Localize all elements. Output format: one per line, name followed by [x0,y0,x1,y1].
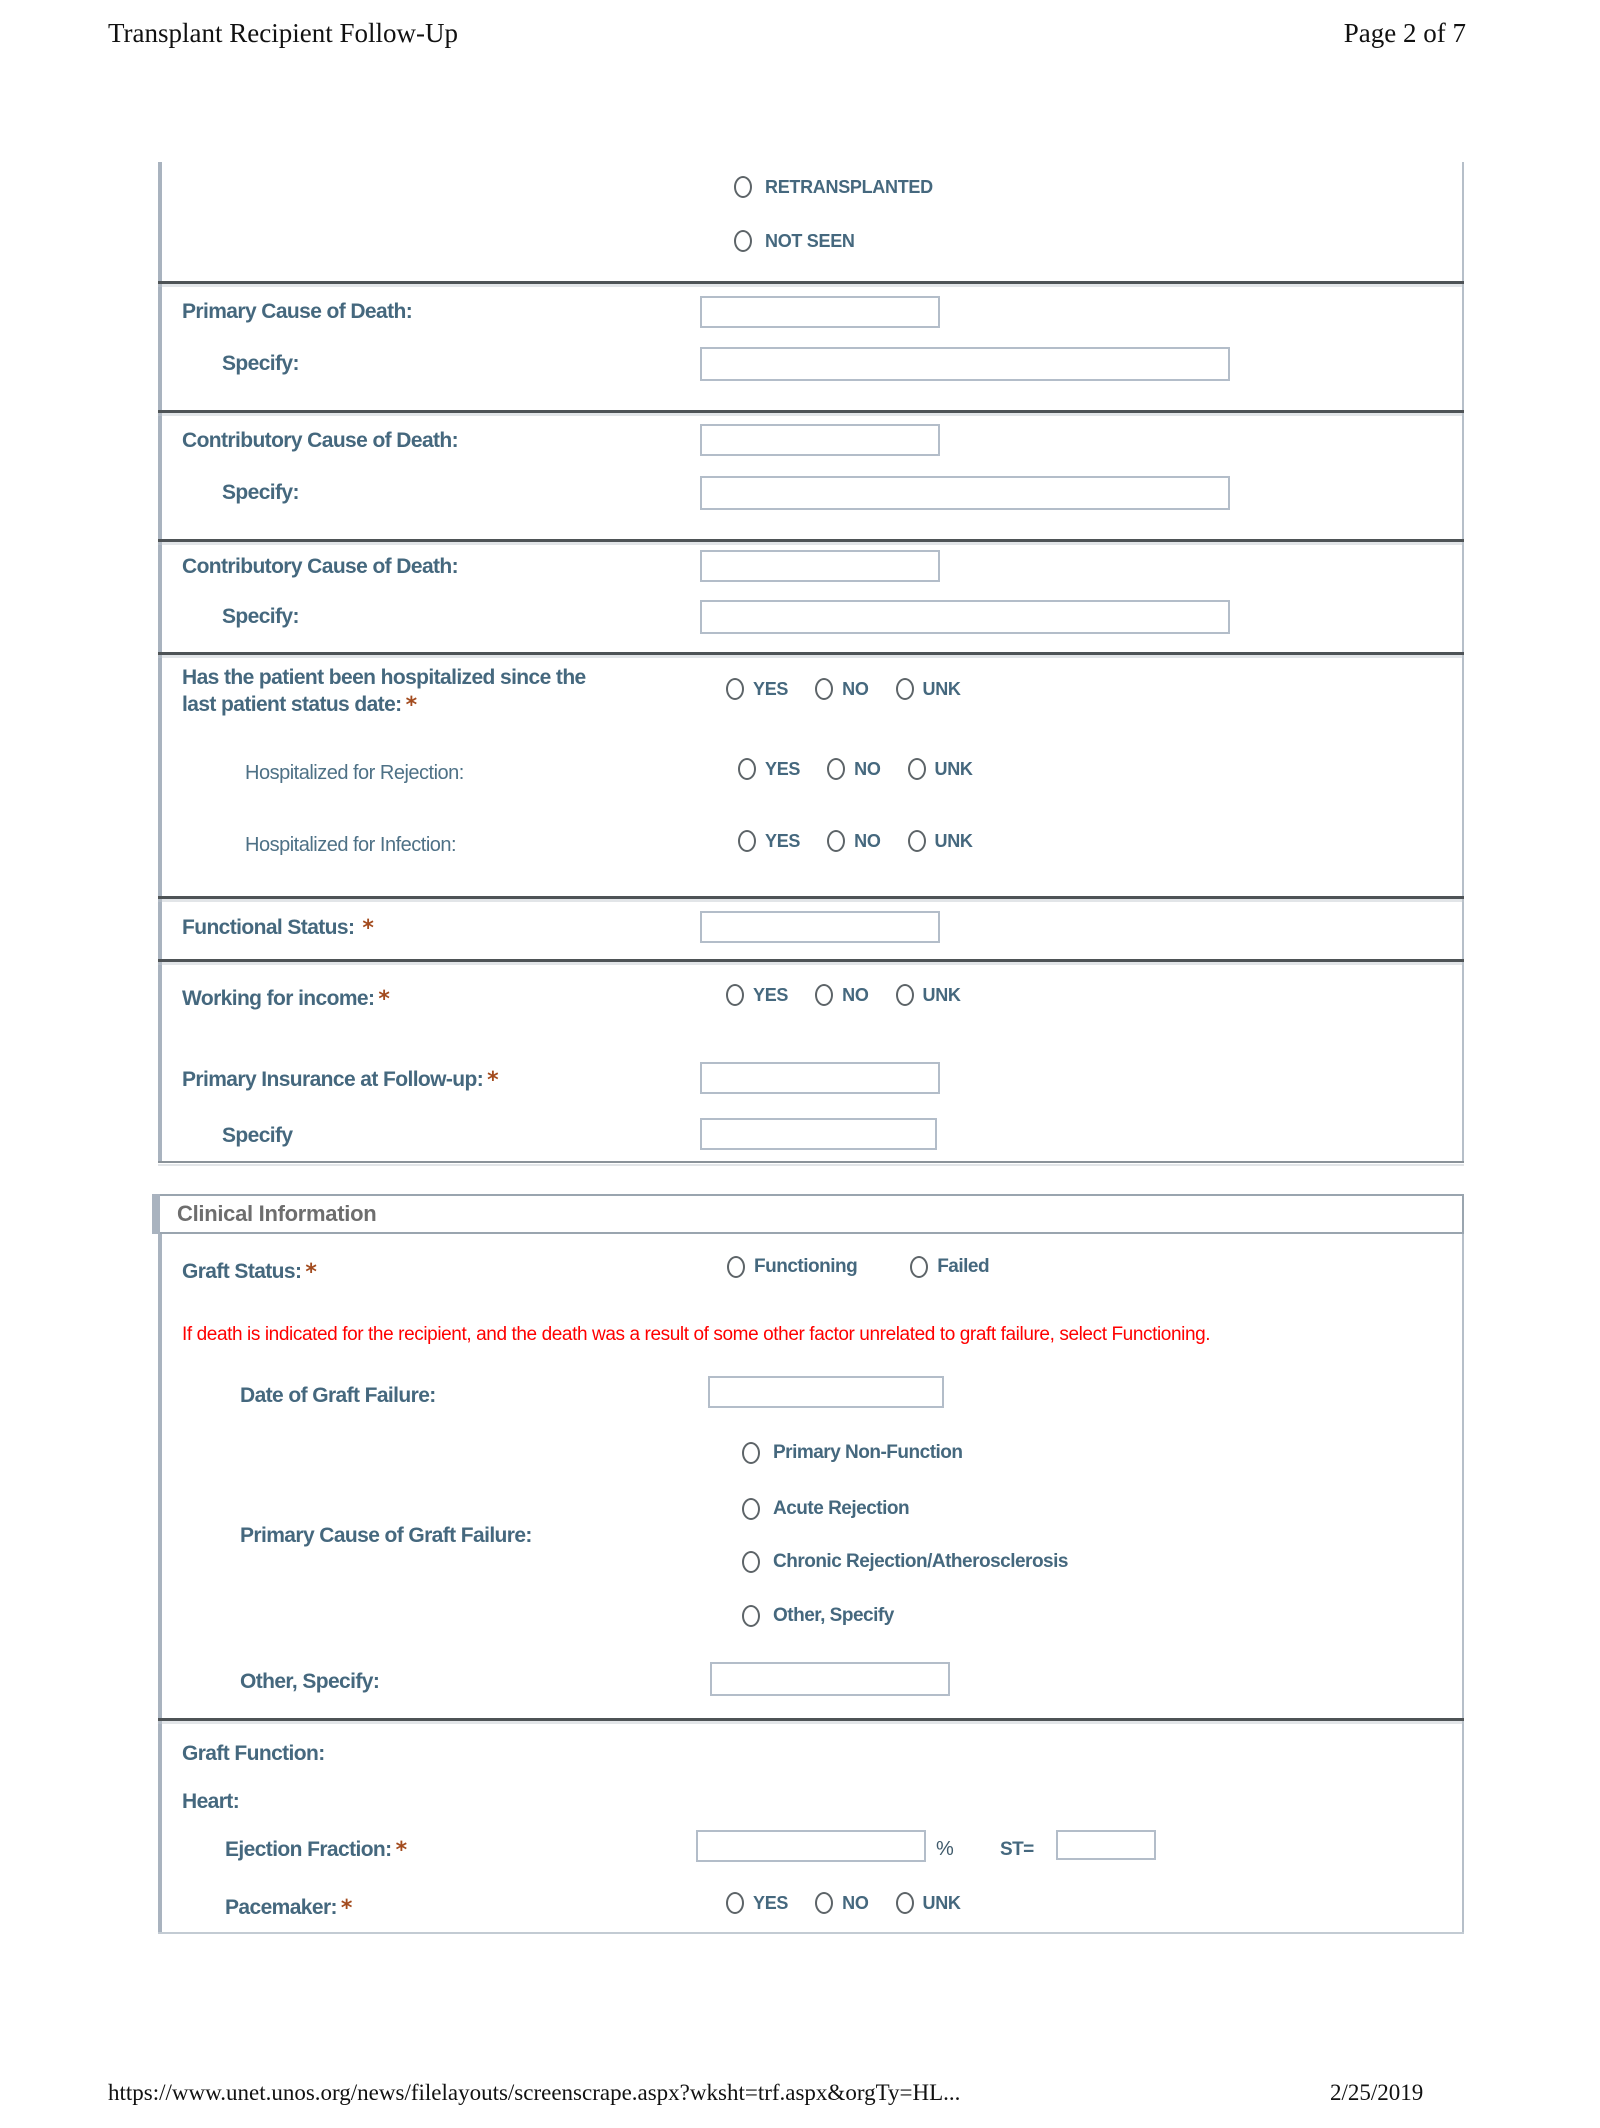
clinical-table-bottom-border [158,1932,1464,1934]
radio-button-rejection-yes[interactable] [738,758,756,780]
date-of-graft-failure-input[interactable] [708,1376,944,1408]
clinical-information-section-header [152,1194,1464,1234]
radio-button-acute-rejection[interactable] [742,1498,760,1520]
hospitalized-infection-label: Hospitalized for Infection: [245,834,457,856]
working-income-ynu-group [726,984,961,1006]
radio-button-failed[interactable] [910,1256,928,1278]
contributory-cause-1-input[interactable] [700,424,940,456]
contributory-cause-2-input[interactable] [700,550,940,582]
radio-button-working-yes[interactable] [726,984,744,1006]
contributory-cause-2-label: Contributory Cause of Death: [182,555,459,578]
radio-button-hospitalized-no[interactable] [815,678,833,700]
ejection-fraction-text: Ejection Fraction: [225,1838,392,1861]
radio-label-retransplanted: RETRANSPLANTED [765,176,933,197]
radio-button-hospitalized-yes[interactable] [726,678,744,700]
pacemaker-label [225,1894,352,1922]
radio-label-no: NO [842,1892,869,1913]
radio-label-no: NO [842,678,869,699]
graft-failure-option-chronic-rejection [742,1551,1068,1573]
patient-status-option-not-seen [734,230,855,252]
radio-label-primary-non-function: Primary Non-Function [773,1442,963,1463]
page-title: Transplant Recipient Follow-Up [108,18,458,48]
hospitalized-question-label [182,664,586,719]
clinical-table-left-border [158,1234,162,1934]
radio-label-yes: YES [765,830,801,851]
primary-cause-graft-failure-label: Primary Cause of Graft Failure: [240,1524,532,1547]
graft-status-options-group [727,1256,989,1278]
contributory-cause-1-specify-input[interactable] [700,476,1230,510]
primary-cause-of-death-label: Primary Cause of Death: [182,300,413,323]
graft-failure-option-primary-non-function [742,1442,963,1464]
radio-label-unk: UNK [934,830,973,851]
percent-sign-label: % [936,1838,954,1860]
contributory-cause-1-label: Contributory Cause of Death: [182,429,459,452]
ejection-fraction-label [225,1836,406,1864]
radio-label-yes: YES [753,678,789,699]
radio-label-acute-rejection: Acute Rejection [773,1498,910,1519]
pacemaker-text: Pacemaker: [225,1896,337,1919]
section-divider [158,539,1464,542]
heart-label: Heart: [182,1790,240,1813]
insurance-specify-input[interactable] [700,1118,937,1150]
required-marker: * [487,1068,499,1093]
date-of-graft-failure-label: Date of Graft Failure: [240,1384,436,1407]
required-marker: * [405,693,417,718]
graft-status-note: If death is indicated for the recipient, and the death was a result of some other factor unrelated to graft failure, select Functioning. [182,1324,1211,1345]
required-marker: * [362,916,374,941]
patient-status-option-retransplanted [734,176,933,198]
primary-insurance-text: Primary Insurance at Follow-up: [182,1068,484,1091]
functional-status-input[interactable] [700,911,940,943]
footer-url: https://www.unet.unos.org/news/filelayouts/screenscrape.aspx?wksht=trf.aspx&orgTy=HL... [108,2080,961,2105]
radio-label-no: NO [854,830,881,851]
primary-insurance-label [182,1066,498,1094]
section-divider [158,1718,1464,1721]
hospitalized-infection-ynu-group [738,830,973,852]
section-divider [158,652,1464,655]
radio-label-not-seen: NOT SEEN [765,230,855,251]
table-bottom-border [158,1161,1464,1163]
radio-button-pacemaker-yes[interactable] [726,1892,744,1914]
radio-label-unk: UNK [922,1892,961,1913]
st-equals-label: ST= [1000,1839,1034,1860]
required-marker: * [378,987,390,1012]
section-divider [158,896,1464,899]
working-for-income-label [182,985,389,1013]
clinical-table-right-border [1462,1234,1464,1934]
radio-button-working-no[interactable] [815,984,833,1006]
radio-button-working-unk[interactable] [896,984,914,1006]
radio-button-pacemaker-no[interactable] [815,1892,833,1914]
radio-button-rejection-no[interactable] [827,758,845,780]
radio-label-no: NO [842,984,869,1005]
radio-label-failed: Failed [937,1256,990,1277]
graft-failure-option-other-specify [742,1605,894,1627]
radio-label-unk: UNK [922,984,961,1005]
graft-failure-option-acute-rejection [742,1498,909,1520]
graft-status-label [182,1258,316,1286]
radio-button-not-seen[interactable] [734,230,752,252]
other-specify-label: Other, Specify: [240,1670,380,1693]
radio-label-functioning: Functioning [754,1256,858,1277]
radio-label-unk: UNK [934,758,973,779]
section-divider [158,959,1464,962]
ejection-fraction-input[interactable] [696,1830,926,1862]
section-divider [158,410,1464,413]
radio-button-infection-unk[interactable] [908,830,926,852]
contributory-cause-2-specify-input[interactable] [700,600,1230,634]
section-accent-bar [152,1194,160,1234]
radio-button-retransplanted[interactable] [734,176,752,198]
working-for-income-text: Working for income: [182,987,375,1010]
form-table-right-border [1462,162,1464,1162]
footer-date: 2/25/2019 [1330,2080,1424,2105]
radio-button-rejection-unk[interactable] [908,758,926,780]
form-table-left-border [158,162,162,1162]
functional-status-label [182,914,373,942]
contributory-cause-2-specify-label: Specify: [222,605,299,628]
radio-button-pacemaker-unk[interactable] [896,1892,914,1914]
required-marker: * [305,1260,317,1285]
pacemaker-ynu-group [726,1892,961,1914]
radio-label-yes: YES [753,1892,789,1913]
primary-cause-specify-label: Specify: [222,352,299,375]
radio-label-no: NO [854,758,881,779]
hospitalized-rejection-ynu-group [738,758,973,780]
radio-label-other-specify: Other, Specify [773,1605,894,1626]
graft-function-label: Graft Function: [182,1742,325,1765]
hospitalized-rejection-label: Hospitalized for Rejection: [245,762,464,784]
st-input[interactable] [1056,1830,1156,1860]
radio-button-infection-yes[interactable] [738,830,756,852]
page-number: Page 2 of 7 [1343,18,1466,48]
radio-button-other-specify[interactable] [742,1605,760,1627]
hospitalized-question-line2: last patient status date: [182,693,402,716]
radio-label-yes: YES [753,984,789,1005]
radio-label-yes: YES [765,758,801,779]
radio-button-infection-no[interactable] [827,830,845,852]
functional-status-text: Functional Status: [182,916,355,939]
radio-button-hospitalized-unk[interactable] [896,678,914,700]
primary-cause-of-death-input[interactable] [700,296,940,328]
hospitalized-question-line1: Has the patient been hospitalized since the [182,666,586,689]
radio-label-chronic-rejection: Chronic Rejection/Atherosclerosis [773,1551,1068,1572]
required-marker: * [395,1838,407,1863]
section-divider [158,281,1464,284]
clinical-information-title: Clinical Information [177,1201,377,1226]
other-specify-input[interactable] [710,1662,950,1696]
hospitalized-ynu-group [726,678,961,700]
radio-button-chronic-rejection[interactable] [742,1551,760,1573]
insurance-specify-label: Specify [222,1124,293,1147]
radio-label-unk: UNK [922,678,961,699]
graft-status-text: Graft Status: [182,1260,302,1283]
radio-button-functioning[interactable] [727,1256,745,1278]
radio-button-primary-non-function[interactable] [742,1442,760,1464]
primary-cause-specify-input[interactable] [700,347,1230,381]
primary-insurance-input[interactable] [700,1062,940,1094]
required-marker: * [340,1896,352,1921]
contributory-cause-1-specify-label: Specify: [222,481,299,504]
